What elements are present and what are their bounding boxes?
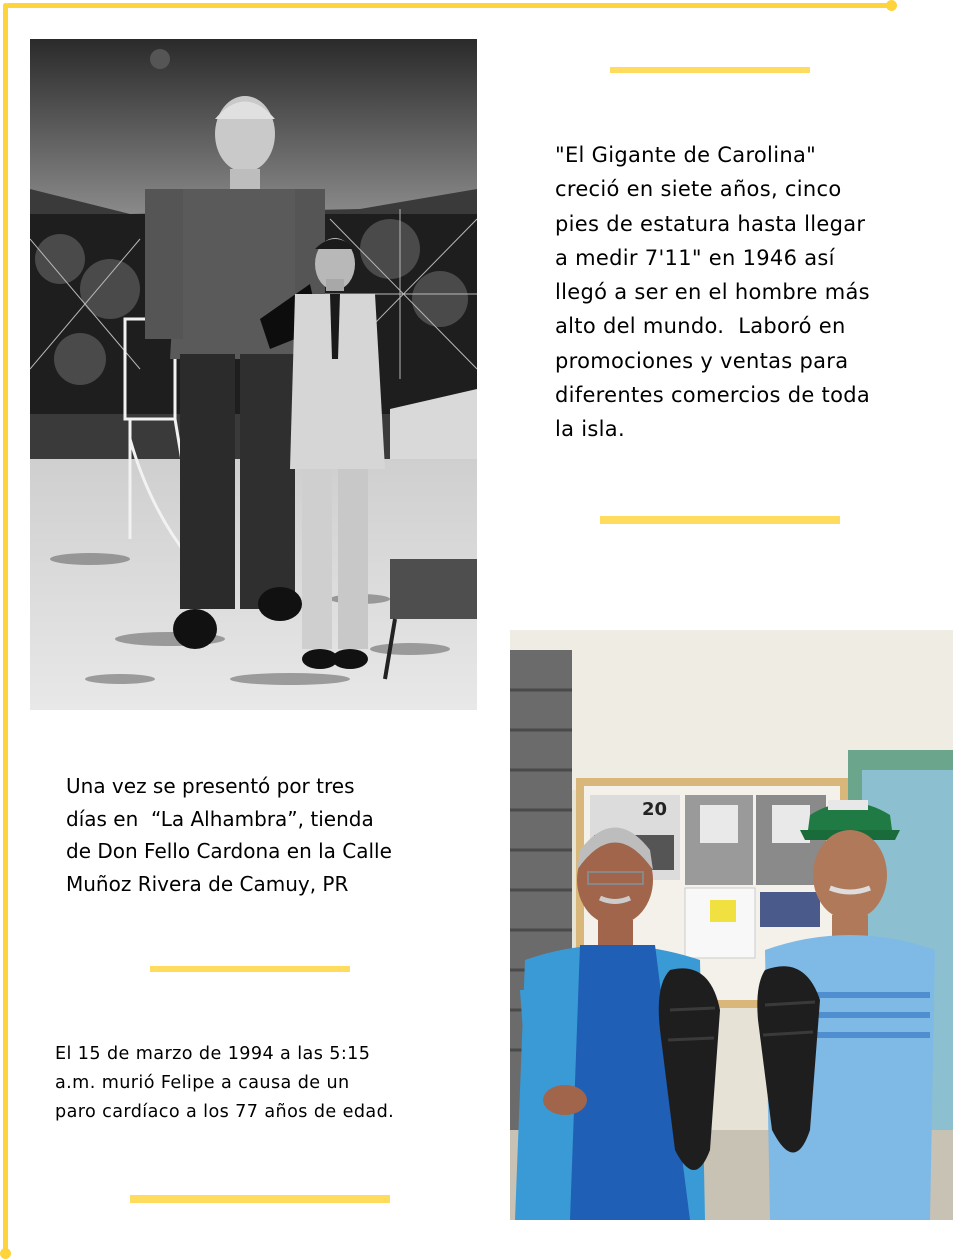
shoe-photo: [510, 630, 953, 1220]
giant-intro-line: la isla.: [555, 417, 625, 442]
alhambra-paragraph: [66, 770, 466, 900]
giant-intro-line: alto del mundo. Laboró en: [555, 314, 846, 339]
giant-intro-paragraph: [555, 138, 925, 447]
page-frame-left-line: [3, 3, 8, 1253]
giant-photo: [30, 39, 477, 710]
alhambra-line: Una vez se presentó por tres: [66, 774, 355, 798]
alhambra-line: de Don Fello Cardona en la Calle: [66, 839, 392, 863]
poster-number: 20: [642, 799, 668, 820]
page-frame-corner-dot: [886, 0, 897, 11]
giant-intro-line: a medir 7'11" en 1946 así: [555, 245, 835, 270]
page-frame-bottom-dot: [0, 1248, 11, 1259]
death-line: El 15 de marzo de 1994 a las 5:15: [55, 1044, 371, 1064]
giant-intro-line: promociones y ventas para: [555, 348, 849, 373]
giant-intro-line: creció en siete años, cinco: [555, 177, 842, 202]
death-paragraph: [55, 1040, 475, 1127]
giant-intro-line: llegó a ser en el hombre más: [555, 280, 870, 305]
page-frame-top-line: [6, 3, 890, 8]
divider-mid-right: [600, 516, 840, 524]
alhambra-line: días en “La Alhambra”, tienda: [66, 806, 374, 831]
divider-mid-left: [150, 966, 350, 972]
giant-intro-line: "El Gigante de Carolina": [555, 143, 817, 167]
death-line: paro cardíaco a los 77 años de edad.: [55, 1102, 395, 1122]
giant-intro-line: pies de estatura hasta llegar: [555, 211, 866, 236]
alhambra-line: Muñoz Rivera de Camuy, PR: [66, 871, 349, 896]
giant-intro-line: diferentes comercios de toda: [555, 383, 871, 408]
divider-bottom-left: [130, 1195, 390, 1203]
divider-top-right: [610, 67, 810, 73]
death-line: a.m. murió Felipe a causa de un: [55, 1073, 350, 1093]
